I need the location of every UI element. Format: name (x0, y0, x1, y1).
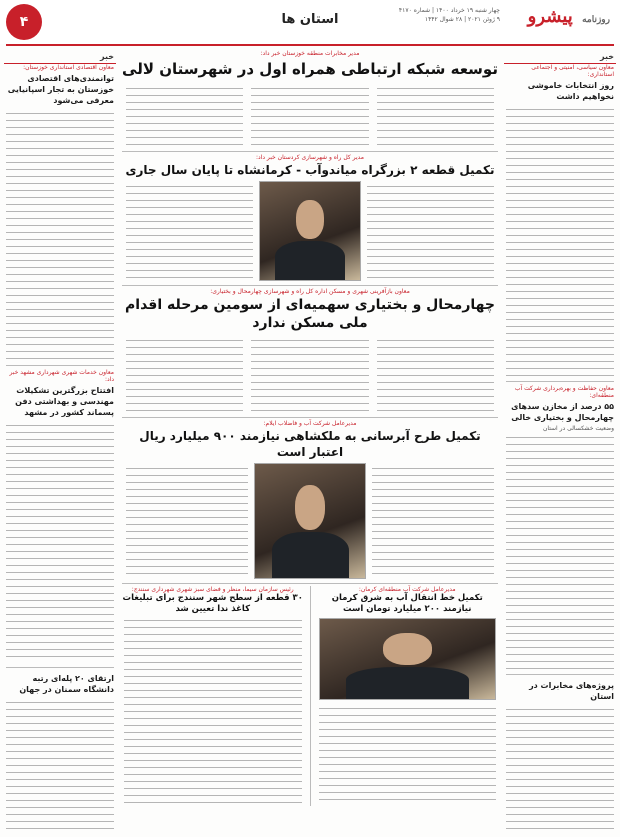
right-a1-title[interactable]: روز انتخابات خاموشی نخواهیم داشت (527, 81, 614, 101)
right-column-tag: خبر (504, 50, 616, 64)
article6-headline[interactable]: تکمیل خط انتقال آب به شرق کرمان نیازمند ۲۰۰ میلیارد تومان است (331, 593, 483, 614)
article4-headline[interactable]: تکمیل طرح آبرسانی به ملکشاهی نیازمند ۹۰۰ میلیارد ریال اعتبار است (139, 429, 481, 459)
article3-body-2 (249, 335, 370, 413)
lead-body-2 (249, 83, 370, 147)
divider (122, 417, 498, 418)
page-number-badge: ۴ (6, 4, 42, 40)
header-rule (6, 44, 614, 46)
article2-kicker: مدیر کل راه و شهرسازی کردستان خبر داد: (255, 154, 365, 161)
divider (6, 365, 114, 366)
divider (506, 381, 614, 382)
divider (122, 151, 498, 152)
left-a2-kicker: معاون خدمات شهری شهرداری مشهد خبر داد: (9, 369, 114, 383)
article6-photo (319, 618, 497, 700)
article2-body-1 (365, 181, 496, 281)
lead-headline[interactable]: توسعه شبکه ارتباطی همراه اول در شهرستان لالی (122, 60, 498, 78)
lead-body-1 (375, 83, 496, 147)
brand-name: پیشرو (527, 6, 573, 27)
dateline-line-2: ۹ ژوئن ۲۰۲۱ | ۲۸ شوال ۱۴۴۲ (424, 16, 500, 23)
center-column (122, 50, 498, 831)
right-a2-title[interactable]: ۵۵ درصد از مخازن سدهای چهارمحال و بختیاری خالی (511, 402, 614, 422)
bottom-row (122, 586, 498, 806)
left-a3-title[interactable]: ارتقای ۲۰ پله‌ای رتبه دانشگاه سمنان در جهان (19, 674, 114, 694)
article2-headline[interactable]: تکمیل قطعه ۲ بزرگراه میاندوآب - کرمانشاه تا پایان سال جاری (125, 163, 495, 177)
article2-row (122, 179, 498, 283)
masthead (0, 0, 620, 44)
article4-kicker: مدیرعامل شرکت آب و فاضلاب ایلام: (263, 420, 357, 427)
article3-kicker: معاون بازآفرینی شهری و مسکن اداره کل راه و شهرسازی چهارمحال و بختیاری: (210, 288, 410, 295)
divider-vertical (310, 586, 311, 806)
article6-kicker: مدیرعامل شرکت آب منطقه‌ای کرمان: (358, 586, 456, 593)
right-a1-body (504, 104, 616, 378)
article6-body (317, 703, 499, 806)
article2-body-2 (124, 181, 255, 281)
right-column (504, 50, 616, 831)
article3-body-row (122, 333, 498, 415)
right-a3-title[interactable]: پروژه‌های مخابرات در استان (529, 681, 614, 701)
section-title: استان ها (281, 12, 339, 27)
article5-headline[interactable]: ۳۰ قطعه از سطح شهر سنندج برای تبلیغات کاغذ ندا تعیین شد (122, 593, 303, 614)
right-a2-sub: وضعیت خشکسالی در استان (542, 425, 614, 432)
dateline-line-1: چهار شنبه ۱۹ خرداد ۱۴۰۰ | شماره ۴۱۷۰ (398, 7, 500, 14)
article5-kicker: رئیس سازمان سیما، منظر و فضای سبز شهری شهرداری سنندج: (131, 586, 294, 593)
left-a1-title[interactable]: توانمندی‌های اقتصادی خوزستان به تجار اسپانیایی معرفی می‌شود (7, 74, 114, 105)
right-a3-body (504, 704, 616, 831)
left-a3-body (4, 697, 116, 831)
right-a1-kicker: معاون سیاسی، امنیتی و اجتماعی استانداری: (531, 64, 614, 78)
left-a1-body (4, 108, 116, 362)
brand-sub: روزنامه (582, 15, 610, 25)
divider (122, 583, 498, 584)
article4-body-2 (124, 463, 250, 579)
divider (506, 674, 614, 675)
left-column (4, 50, 116, 831)
article4-photo (254, 463, 366, 579)
divider (6, 667, 114, 668)
left-column-tag: خبر (4, 50, 116, 64)
article4-row (122, 461, 498, 581)
lead-body-row (122, 81, 498, 149)
lead-kicker: مدیر مخابرات منطقه خوزستان خبر داد: (260, 50, 360, 57)
lead-body-3 (124, 83, 245, 147)
article5-body (122, 615, 304, 806)
left-a2-body (4, 420, 116, 664)
brand-logo[interactable] (528, 6, 610, 27)
article3-body-1 (375, 335, 496, 413)
right-a2-body (504, 432, 616, 671)
article5 (122, 586, 304, 806)
article2-photo (259, 181, 361, 281)
article4-body-1 (370, 463, 496, 579)
divider (122, 285, 498, 286)
dateline (399, 6, 500, 24)
left-a1-kicker: معاون اقتصادی استانداری خوزستان: (23, 64, 114, 71)
article3-body-3 (124, 335, 245, 413)
left-a2-title[interactable]: افتتاح بزرگترین تشکیلات مهندسی و بهداشتی دفن پسماند کشور در مشهد (15, 386, 114, 417)
right-a2-kicker: معاون حفاظت و بهره‌برداری شرکت آب منطقه‌ای: (514, 385, 614, 399)
article6 (317, 586, 499, 806)
article3-headline[interactable]: چهارمحال و بختیاری سهمیه‌ای از سومین مرحله اقدام ملی مسکن ندارد (125, 297, 495, 331)
